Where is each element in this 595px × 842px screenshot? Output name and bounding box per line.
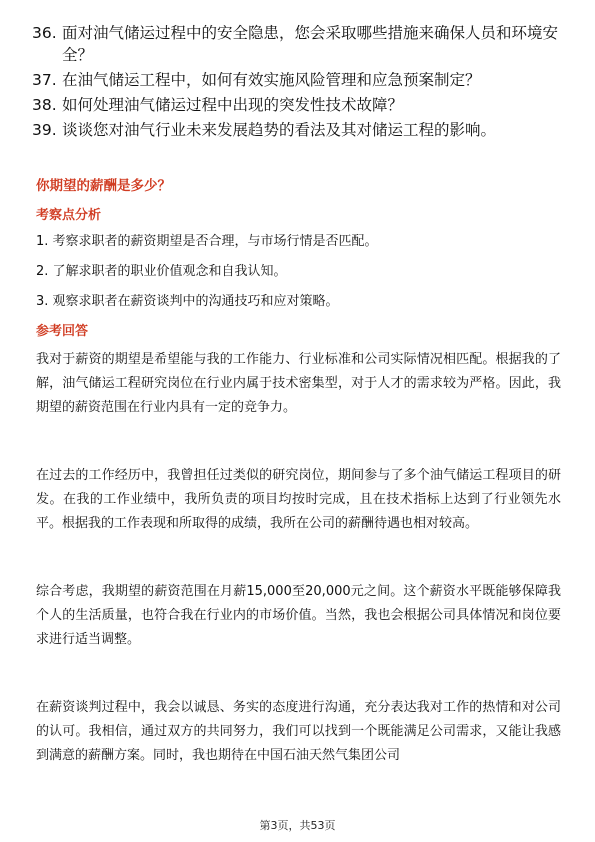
interview-section	[36, 176, 561, 812]
question-number: 39.	[32, 121, 57, 139]
question-item	[32, 119, 568, 141]
question-text: 在油气储运工程中，如何有效实施风险管理和应急预案制定？	[62, 71, 481, 89]
answer-paragraph: 综合考虑，我期望的薪资范围在月薪15,000至20,000元之间。这个薪资水平既能够保障我个人的生活质量，也符合我在行业内的市场价值。当然，我也会根据公司具体情况和岗位要求进行适当调整。	[36, 584, 561, 647]
question-number: 37.	[32, 71, 57, 89]
question-item	[32, 69, 568, 91]
analysis-list	[36, 232, 561, 312]
question-item	[32, 22, 568, 66]
question-list	[32, 22, 568, 144]
question-text: 谈谈您对油气行业未来发展趋势的看法及其对储运工程的影响。	[62, 121, 497, 139]
answer-paragraph: 我对于薪资的期望是希望能与我的工作能力、行业标准和公司实际情况相匹配。根据我的了解，油气储运工程研究岗位在行业内属于技术密集型，对于人才的需求较为严格。因此，我期望的薪资范围在行业内具有一定的竞争力。	[36, 352, 561, 415]
question-text: 面对油气储运过程中的安全隐患，您会采取哪些措施来确保人员和环境安全？	[62, 24, 559, 64]
analysis-item: 1. 考察求职者的薪资期望是否合理，与市场行情是否匹配。	[36, 234, 378, 249]
answer-paragraph: 在过去的工作经历中，我曾担任过类似的研究岗位，期间参与了多个油气储运工程项目的研发。在我的工作业绩中，我所负责的项目均按时完成，且在技术指标上达到了行业领先水平。根据我的工作表现和所取得的成绩，我所在公司的薪酬待遇也相对较高。	[36, 468, 561, 531]
question-item	[32, 94, 568, 116]
question-number: 38.	[32, 96, 57, 114]
section-title: 你期望的薪酬是多少？	[36, 178, 171, 194]
question-text: 如何处理油气储运过程中出现的突发性技术故障？	[62, 96, 404, 114]
page-footer: 第3页，共53页	[259, 819, 336, 832]
analysis-item: 2. 了解求职者的职业价值观念和自我认知。	[36, 264, 287, 279]
question-number: 36.	[32, 24, 57, 42]
analysis-title: 考察点分析	[36, 208, 102, 223]
answer-paragraph: 在薪资谈判过程中，我会以诚恳、务实的态度进行沟通，充分表达我对工作的热情和对公司的认可。我相信，通过双方的共同努力，我们可以找到一个既能满足公司需求，又能让我感到满意的薪酬方案。同时，我也期待在中国石油天然气集团公司	[36, 700, 561, 763]
analysis-item: 3. 观察求职者在薪资谈判中的沟通技巧和应对策略。	[36, 294, 339, 309]
answer-title: 参考回答	[36, 324, 89, 339]
